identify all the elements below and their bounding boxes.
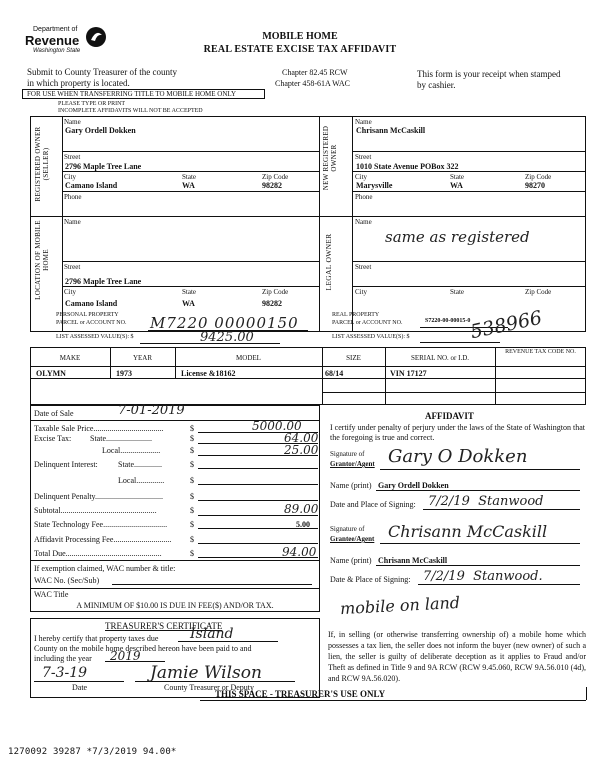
seller-phone-label: Phone [64,193,82,201]
header-year: YEAR [132,354,153,362]
agency-state: Washington State [33,48,81,54]
transfer-title-box: FOR USE WHEN TRANSFERRING TITLE TO MOBILE HOME ONLY [22,89,265,99]
location-side-label: LOCATION OF MOBILE HOME [34,220,50,300]
cell-serial: VIN 17127 [390,369,427,378]
total-due-value: 94.00 [282,545,317,559]
form-title-line2: REAL ESTATE EXCISE TAX AFFIDAVIT [203,44,397,55]
taxable-price-text: Taxable Sale Price [34,424,94,433]
subtotal-text: Subtotal [34,506,61,515]
location-name-label: Name [64,218,81,226]
exemption-label: If exemption claimed, WAC number & title: [34,564,176,573]
state-tax-value: 64.00 [284,431,319,445]
form-title-line1: MOBILE HOME [262,31,338,42]
grantee-date-label: Date & Place of Signing: [330,575,411,584]
grantor-signature: Gary O Dokken [388,446,528,467]
buyer-city: Marysville [356,181,393,190]
delinquent-penalty-label: Delinquent Penalty.................................. [34,492,164,501]
personal-property-label: PERSONAL PROPERTY [56,312,119,318]
dollar-sign: $ [190,424,194,433]
seller-state-label: State [182,173,196,181]
grantor-print-name: Gary Ordell Dokken [378,481,449,490]
personal-parcel-label: PARCEL or ACCOUNT NO. [56,320,127,326]
seller-name: Gary Ordell Dokken [65,126,136,135]
real-property-label: REAL PROPERTY [332,312,380,318]
real-parcel-value: S7220-00-00015-0 [425,318,471,324]
dollar-sign: $ [190,460,194,469]
buyer-side-label: NEW REGISTERED OWNER [322,125,338,191]
agency-name: Revenue [25,33,80,48]
location-state: WA [182,299,195,308]
subtotal-value: 89.00 [284,502,319,516]
treasurer-title: TREASURER'S CERTIFICATE [105,621,223,631]
subtotal-label: Subtotal................................................ [34,506,157,515]
buyer-street: 1010 State Avenue POBox 322 [356,162,459,171]
interest-state-text: State [118,460,134,469]
seller-city-label: City [64,173,77,181]
treasurer-line2: County on the mobile home described hereon have been paid to and [34,644,252,653]
location-state-label: State [182,288,196,296]
legal-owner-street-label: Street [355,263,372,271]
treasurer-year: 2019 [110,649,141,663]
buyer-city-label: City [355,173,368,181]
excise-state-text: State [90,434,106,443]
grantor-date-label: Date and Place of Signing: [330,500,416,509]
treasurer-date: 7-3-19 [42,665,88,681]
affidavit-fee-label: Affidavit Processing Fee............................. [34,535,172,544]
legal-owner-zip-label: Zip Code [525,288,552,296]
seller-city: Camano Island [65,181,118,190]
taxable-price-label: Taxable Sale Price................................... [34,424,164,433]
delinquent-penalty-text: Delinquent Penalty [34,492,96,501]
cell-make: OLYMN [36,369,66,378]
treasurer-taxes-due: Island [190,626,234,642]
treasurer-line3: including the year [34,654,92,663]
legal-owner-side-label: LEGAL OWNER [324,233,333,291]
dollar-sign: $ [190,434,194,443]
please-type: PLEASE TYPE OR PRINT [58,101,126,107]
treasurer-line1: I hereby certify that property taxes due [34,634,159,643]
dollar-sign: $ [190,549,194,558]
submit-instruction-1: Submit to County Treasurer of the county [27,67,177,77]
interest-state-label: State.............. [118,460,162,469]
minimum-due-notice: A MINIMUM OF $10.00 IS DUE IN FEE($) AND/OR TAX. [76,601,274,610]
grantor-print-label: Name (print) [330,481,372,490]
header-model: MODEL [236,354,261,362]
list-assessed-value: 9425.00 [200,330,254,345]
dollar-sign: $ [190,535,194,544]
seller-street: 2796 Maple Tree Lane [65,162,142,171]
tech-fee-label: State Technology Fee................................ [34,520,168,529]
location-city-label: City [64,288,77,296]
receipt-note-2: by cashier. [417,80,456,90]
legal-owner-city-label: City [355,288,368,296]
legal-owner-state-label: State [450,288,464,296]
list-assessed-label: LIST ASSESSED VALUE(S): $ [56,334,134,340]
affidavit-fee-text: Affidavit Processing Fee [34,535,114,544]
excise-tax-label: Excise Tax: [34,434,72,443]
excise-local-label: Local.................... [102,446,161,455]
grantee-date-place: 7/2/19 Stanwood. [423,569,543,584]
buyer-state: WA [450,181,463,190]
taxable-price-value: 5000.00 [252,419,302,433]
treasurer-signature: Jamie Wilson [150,663,262,683]
treasurer-only-banner: THIS SPACE - TREASURER'S USE ONLY [215,689,386,699]
dollar-sign: $ [190,520,194,529]
cell-size: 68/14 [325,369,344,378]
seller-name-label: Name [64,118,81,126]
incomplete-notice: INCOMPLETE AFFIDAVITS WILL NOT BE ACCEPTED [58,108,203,114]
header-make: MAKE [59,354,81,362]
seller-state: WA [182,181,195,190]
buyer-state-label: State [450,173,464,181]
cell-model: License &18162 [181,369,236,378]
wac-no-label: WAC No. (Sec/Sub) [34,576,100,585]
interest-local-label: Local.............. [118,476,165,485]
seller-side-label: REGISTERED OWNER (SELLER) [34,126,50,202]
grantee-signature-label-2: Grantee/Agent [330,535,375,543]
treasurer-date-label: Date [72,683,88,692]
buyer-zip: 98270 [525,181,545,190]
total-due-text: Total Due [34,549,66,558]
grantor-signature-label-2: Grantor/Agent [330,460,375,468]
date-of-sale-label: Date of Sale [34,409,74,418]
delinquent-interest-label: Delinquent Interest: [34,460,98,469]
header-revenue-code: REVENUE TAX CODE NO. [505,349,576,355]
header-serial: SERIAL NO. or I.D. [410,354,470,362]
dollar-sign: $ [190,476,194,485]
dollar-sign: $ [190,492,194,501]
treasurer-sig-label: County Treasurer or Deputy [164,683,254,692]
tech-fee-value: 5.00 [296,520,310,529]
location-zip: 98282 [262,299,282,308]
location-street-label: Street [64,263,81,271]
chapter-rcw: Chapter 82.45 RCW [282,68,348,77]
grantor-signature-label-1: Signature of [330,450,365,458]
seller-zip-label: Zip Code [262,173,289,181]
total-due-label: Total Due................................................ [34,549,162,558]
wac-title-label: WAC Title [34,590,69,599]
tech-fee-text: State Technology Fee [34,520,104,529]
cashier-stamp: 1270092 39287 *7/3/2019 94.00* [8,747,177,757]
chapter-wac: Chapter 458-61A WAC [275,79,350,88]
dollar-sign: $ [190,506,194,515]
cell-year: 1973 [116,369,132,378]
grantor-date-place: 7/2/19 Stanwood [428,494,544,509]
agency-department: Department of [33,26,78,33]
buyer-phone-label: Phone [355,193,373,201]
excise-local-text: Local [102,446,121,455]
submit-instruction-2: in which property is located. [27,78,130,88]
mobile-on-land-note: mobile on land [339,592,461,619]
local-tax-value: 25.00 [284,443,319,457]
affidavit-text: I certify under penalty of perjury under the laws of the State of Washington that the foregoing is true and correct. [330,423,585,442]
location-city: Camano Island [65,299,118,308]
legal-owner-name-label: Name [355,218,372,226]
real-list-assessed-label: LIST ASSESSED VALUE(S): $ [332,334,410,340]
real-parcel-label: PARCEL or ACCOUNT NO. [332,320,403,326]
location-zip-label: Zip Code [262,288,289,296]
seller-zip: 98282 [262,181,282,190]
buyer-name-label: Name [355,118,372,126]
buyer-name: Chrisann McCaskill [356,126,426,135]
seller-street-label: Street [64,153,81,161]
affidavit-title: AFFIDAVIT [425,411,474,421]
grantee-signature-label-1: Signature of [330,525,365,533]
header-size: SIZE [346,354,361,362]
excise-state-label: State....................... [90,434,152,443]
real-parcel-handwritten: 538966 [468,306,545,344]
buyer-street-label: Street [355,153,372,161]
personal-parcel-value: M7220 00000150 [150,314,299,332]
legal-owner-handwritten: same as registered [385,228,530,246]
fraud-notice: If, in selling (or otherwise transferring ownership of) a mobile home which possesses a tax lien, the seller does not inform the buyer (new owner) of such a lien, the seller is guilty of deliberate deception as it applies to Fraud and/or Theft as defined in Title 9 and 9A RCW (RCW 9.45.060, RCW 9A.56.010 (4d), and RCW 9A.56.020). [328,630,586,683]
date-of-sale-value: 7-01-2019 [118,403,185,418]
buyer-zip-label: Zip Code [525,173,552,181]
dollar-sign: $ [190,446,194,455]
grantee-print-label: Name (print) [330,556,372,565]
receipt-note-1: This form is your receipt when stamped [417,69,561,79]
location-street: 2796 Maple Tree Lane [65,277,142,286]
grantee-signature: Chrisann McCaskill [388,522,548,541]
grantee-print-name: Chrisann McCaskill [378,556,448,565]
interest-local-text: Local [118,476,137,485]
